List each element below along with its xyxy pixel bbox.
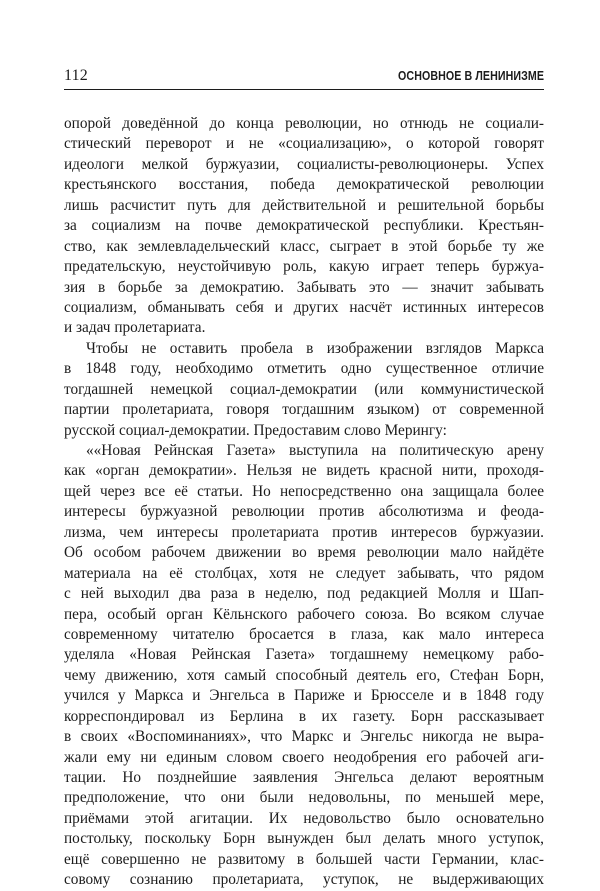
text-line: как «орган демократии». Нельзя не видеть красной нити, проходя- (64, 462, 544, 480)
text-line: современному читателю бросается в глаза, как мало интереса (64, 625, 544, 643)
text-line: материала на её столбцах, хотя не следует забывать, что рядом (64, 564, 544, 582)
text-line: русской социал-демократии. Предоставим слово Мерингу: (64, 421, 447, 439)
text-line: пера, особый орган Кёльнского рабочего союза. Во всяком случае (64, 605, 544, 623)
text-line: предположение, что они были недовольны, по меньшей мере, (64, 789, 544, 807)
text-line: лишь расчистит путь для действительной и решительной борьбы (64, 196, 544, 214)
text-line: за социализм на почве демократической республики. Крестьян- (64, 217, 544, 235)
text-line: опорой доведённой до конца революции, но отнюдь не социали- (64, 115, 544, 132)
text-line: зия в борьбе за демократию. Забывать это — значит забывать (64, 278, 544, 296)
text-line: стический переворот и не «социализацию», о которой говорят (64, 135, 544, 153)
text-line: предательскую, неустойчивую роль, какую играет теперь буржуа- (64, 258, 544, 276)
text-line: учился у Маркса и Энгельса в Париже и Брюсселе и в 1848 году (64, 687, 544, 705)
text-line: и задач пролетариата. (64, 319, 206, 337)
text-line: Об особом рабочем движении во время революции мало найдёте (64, 544, 544, 562)
text-line: интересы буржуазной революции против абсолютизма и феода- (64, 503, 544, 521)
text-line: постольку, поскольку Борн вынужден был делать много уступок, (64, 830, 544, 848)
text-line: Чтобы не оставить пробела в изображении взглядов Маркса (86, 339, 544, 357)
text-line: чему движению, хотя самый способный деятель его, Стефан Борн, (64, 666, 544, 684)
text-line: социализм, обманывать себя и других насчёт истинных интересов (64, 298, 544, 316)
header-divider (64, 89, 544, 90)
text-line: тации. Но позднейшие заявления Энгельса делают вероятным (64, 769, 544, 786)
text-line: жали ему ни единым словом своего неодобрения его рабочей аги- (64, 748, 544, 766)
text-line: ство, как землевладельческий класс, сыграет в этой борьбе ту же (64, 237, 544, 255)
text-line: приёмами этой агитации. Их недовольство было основательно (64, 809, 544, 827)
page-number: 112 (64, 67, 89, 84)
text-line: идеологи мелкой буржуазии, социалисты-революционеры. Успех (64, 155, 544, 173)
text-line: в своих «Воспоминаниях», что Маркс и Энгельс никогда не выра- (64, 728, 544, 746)
running-head (64, 66, 544, 86)
text-line: лизма, чем интересы пролетариата против интересов буржуазии. (64, 523, 544, 541)
text-line: щей через все её статьи. Но непосредственно она защищала более (64, 482, 544, 500)
text-line: уделяла «Новая Рейнская Газета» тогдашнему немецкому рабо- (64, 646, 544, 664)
text-line: с ней выходил два раза в неделю, под редакцией Молля и Шап- (64, 585, 544, 603)
text-line: корреспондировал из Берлина в их газету. Борн рассказывает (64, 707, 544, 725)
text-line: крестьянского восстания, победа демократической революции (64, 176, 544, 194)
text-line: в 1848 году, необходимо отметить одно существенное отличие (64, 360, 544, 378)
text-line: ««Новая Рейнская Газета» выступила на политическую арену (86, 442, 544, 459)
text-line: совому сознанию пролетариата, уступок, не выдерживающих (64, 871, 544, 889)
body-text (64, 114, 544, 891)
running-title: ОСНОВНОЕ В ЛЕНИНИЗМЕ (397, 68, 544, 83)
text-line: партии пролетариата, говоря тогдашним языком) от современной (64, 401, 544, 419)
text-line: тогдашней немецкой социал-демократии (или коммунистической (64, 380, 544, 398)
text-line: ещё совершенно не развитому в большей части Германии, клас- (64, 850, 544, 868)
